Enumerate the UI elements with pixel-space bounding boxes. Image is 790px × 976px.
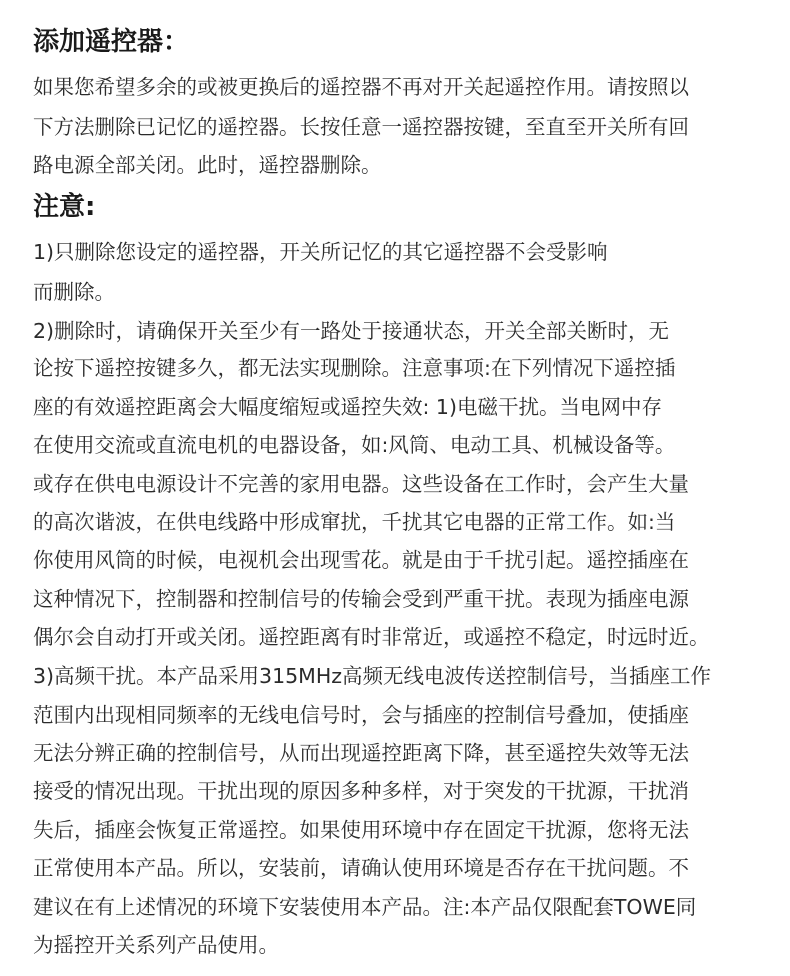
paragraph-line: 1)只删除您设定的遥控器，开关所记忆的其它遥控器不会受影响 <box>33 240 608 264</box>
paragraph-line: 的高次谐波，在供电线路中形成窜扰，千扰其它电器的正常工作。如:当 <box>33 510 676 534</box>
paragraph-line: 而删除。 <box>33 280 115 304</box>
paragraph-line: 或存在供电电源设计不完善的家用电器。这些设备在工作时，会产生大量 <box>33 472 689 496</box>
paragraph-line: 接受的情况出现。干扰出现的原因多种多样，对于突发的干扰源，干扰消 <box>33 779 689 803</box>
paragraph-line: 范围内出现相同频率的无线电信号时，会与插座的控制信号叠加，使插座 <box>33 703 689 727</box>
section-heading-add-remote: 添加遥控器： <box>33 27 190 57</box>
paragraph-line: 座的有效遥控距离会大幅度缩短或遥控失效: 1)电磁干扰。当电网中存 <box>33 395 662 419</box>
paragraph-line: 3)高频干扰。本产品采用315MHz高频无线电波传送控制信号，当插座工作 <box>33 664 712 688</box>
paragraph-line: 正常使用本产品。所以，安装前，请确认使用环境是否存在干扰问题。不 <box>33 856 689 880</box>
section-heading-notes: 注意: <box>33 192 96 222</box>
paragraph-line: 为摇控开关系列产品使用。 <box>33 933 279 957</box>
paragraph-line: 偶尔会自动打开或关闭。遥控距离有时非常近，或遥控不稳定，时远时近。 <box>33 625 710 649</box>
paragraph-line: 如果您希望多余的或被更换后的遥控器不再对开关起遥控作用。请按照以 <box>33 75 689 99</box>
paragraph-line: 建议在有上述情况的环境下安装使用本产品。注:本产品仅限配套TOWE同 <box>33 895 697 919</box>
paragraph-line: 2)删除时，请确保开关至少有一路处于接通状态，开关全部关断时，无 <box>33 319 670 343</box>
paragraph-line: 无法分辨正确的控制信号，从而出现遥控距离下降，甚至遥控失效等无法 <box>33 741 689 765</box>
paragraph-line: 失后，插座会恢复正常遥控。如果使用环境中存在固定干扰源，您将无法 <box>33 818 689 842</box>
paragraph-line: 这种情况下，控制器和控制信号的传输会受到严重干扰。表现为插座电源 <box>33 587 689 611</box>
paragraph-line: 你使用风筒的时候，电视机会出现雪花。就是由于千扰引起。遥控插座在 <box>33 548 689 572</box>
paragraph-line: 路电源全部关闭。此时，遥控器删除。 <box>33 153 382 177</box>
paragraph-line: 下方法删除已记忆的遥控器。长按任意一遥控器按键，至直至开关所有回 <box>33 115 689 139</box>
paragraph-line: 论按下遥控按键多久，都无法实现删除。注意事项:在下列情况下遥控插 <box>33 356 676 380</box>
paragraph-line: 在使用交流或直流电机的电器设备，如:风筒、电动工具、机械设备等。 <box>33 433 676 457</box>
